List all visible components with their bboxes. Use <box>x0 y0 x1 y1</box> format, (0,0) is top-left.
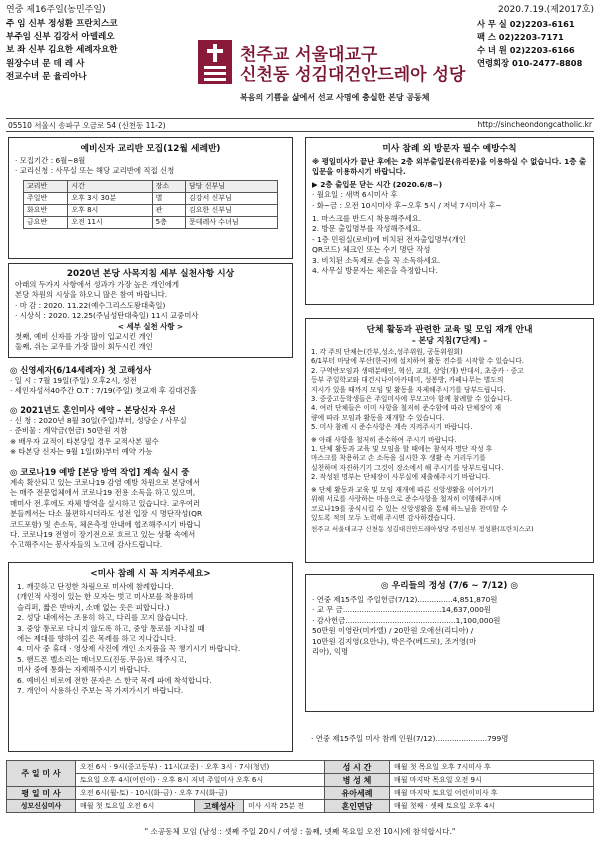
covid-line: 다. 코로나19 전염이 장기전으로 흐르고 있는 상황 속에서 <box>10 530 196 540</box>
offering-line: · 교 무 금..........................................14,637,000원 <box>312 605 491 615</box>
guide-line: 6/1부터 마당에 부산(한국)에 설치하여 활동 전수를 시작할 수 있습니다. <box>311 357 524 366</box>
marian-confess-cell <box>76 800 325 813</box>
covid-line: 코드포함) 및 손소독, 체온측정 안내에 협조해주시기 바랍니 <box>10 519 201 529</box>
marriage-label: 혼인면담 <box>325 800 390 813</box>
guide-extra: ※ 단체 활동과 교육 및 모임 재개에 따른 신앙생활을 이어가기 <box>311 485 494 494</box>
header-top <box>6 2 594 15</box>
visit-item: 1. 마스크를 반드시 착용해주세요. <box>312 214 422 224</box>
award-title: 2020년 본당 사목지침 세부 실천사항 시상 <box>66 269 235 279</box>
phone-line: 수 녀 원 02)2203-6166 <box>477 45 575 55</box>
covid-section <box>10 466 295 551</box>
covid-line: 매미사 전.후에도 자체 방역을 실시하고 있습니다. 교우여러 <box>10 498 201 508</box>
table-cell: 오후 8시 <box>68 204 152 216</box>
offering-line: · 연중 제15주일 주일헌금(7/12)...............4,851,870원 <box>312 595 498 604</box>
rule-line: 7. 개인이 사용하신 주보는 꼭 가져가시기 바랍니다. <box>17 686 184 696</box>
visit-item: QR코드) 체크인 또는 수기 명단 작성 <box>312 245 431 255</box>
table-row <box>7 761 594 774</box>
covid-title: ◎ 코로나19 예방 [본당 방역 작업] 계속 실시 중 <box>10 467 190 477</box>
infant-baptism-label: 유아세례 <box>325 787 390 800</box>
table-cell: 화요반 <box>24 204 68 216</box>
rule-line: 3. 중앙 통로로 다니지 않도록 하고, 중앙 통로를 지나칠 때 <box>17 623 205 633</box>
table-cell: 오후 3시 30분 <box>68 192 152 204</box>
anointing-value: 매월 마지막 목요일 오전 9시 <box>390 774 594 787</box>
website-link[interactable]: http://sincheondongcatholic.kr <box>477 120 592 129</box>
table-cell: 김요한 신부님 <box>186 204 278 216</box>
table-row <box>7 774 594 787</box>
rule-line: 슬리퍼, 짧은 반바지, 소매 없는 옷은 피합니다.) <box>17 602 170 612</box>
hours-title: ▶ 2층 출입문 닫는 시간 (2020.6/8~) <box>312 179 443 189</box>
rule-line: 6. 예비신 비로에 전한 문자은 스 한국 목례 파에 착석합니다. <box>17 675 212 685</box>
wedding-section <box>10 404 295 458</box>
phone-line: 연령회장 010-2477-8808 <box>477 58 583 68</box>
parish-title-line1: 천주교 서울대교구 <box>240 45 378 65</box>
marian-mass-label: 성모신심미사 <box>7 800 76 813</box>
guide-note: 1. 단체 활동과 교육 및 모임을 할 때에는 참석자 명단 작성 후 <box>311 445 493 454</box>
guide-note-title: ※ 아래 사항을 철저히 준수하여 주시기 바랍니다. <box>311 435 457 444</box>
offering-box <box>305 574 594 712</box>
rule-line: 5. 핸드폰 벨소리는 매너모드(진동.무음)로 해주시고, <box>17 654 187 664</box>
covid-line: 계속 확산되고 있는 코로나19 감염 예방 차원으로 본당에서 <box>10 478 201 487</box>
anointing-label: 병 성 체 <box>325 774 390 787</box>
table-cell: 별 <box>152 192 185 204</box>
wedding-line: · 준비물 : 계약금(현금) 50만원 지참 <box>10 426 128 436</box>
table-header: 장소 <box>152 180 185 192</box>
guide-line: 1. 각 주의 단체는(간부,성소,성주위원, 공동위원회) <box>311 348 463 356</box>
wedding-line: · 신 청 : 2020년 8월 30일(주일)부터, 성당순 / 사무실 <box>10 416 187 425</box>
award-item: 첫째, 예비 신자를 가장 많이 입교시킨 개인 <box>15 332 153 342</box>
guide-note: 마스크를 착용하고 손 소독을 실시한 후 생활 속 거리두기를 <box>311 454 486 463</box>
guide-sign: 천주교 서울대교구 신천동 성김대건안드레아성당 주임신부 정성환(프란치스코) <box>311 525 534 534</box>
wedding-line: ※ 타본당 신자는 9월 1일(화)부터 예약 가능 <box>10 447 153 457</box>
phone-line: 사 무 실 02)2203-6161 <box>477 19 575 29</box>
weekday-mass-label: 평 일 미 사 <box>7 787 76 800</box>
table-row <box>24 216 278 228</box>
guide-title: 단체 활동과 관련한 교육 및 모임 재개 안내 <box>366 325 533 335</box>
rule-line: 4. 미사 중 휴대 · 영상제 사진에 개인 소지품을 꼭 챙기시기 바랍니다. <box>17 644 241 654</box>
table-header: 교리반 <box>24 180 68 192</box>
confession-section <box>10 364 295 397</box>
offering-line: 50만원 이영란(미카엘) / 20만원 오애선(리디아) / <box>312 626 474 636</box>
wedding-title: ◎ 2021년도 혼인미사 예약 – 본당신자 우선 <box>10 405 176 415</box>
liturgical-date: 연중 제16주일(농민주일) <box>6 5 106 15</box>
recruit-line: · 교리신청 : 사무실 또는 해당 교리반에 직접 신청 <box>15 166 175 176</box>
weekday-mass-value: 오전 6시(월-토) · 10시(화-금) · 오후 7시(화-금) <box>76 787 325 800</box>
clergy-line: 전교수녀 문 율리아나 <box>6 71 87 82</box>
award-line: 아래의 두가지 사항에서 성과가 가장 높은 개인에게 <box>15 280 180 289</box>
attendance-line: · 연중 제15주일 미사 참례 인원(7/12)......................799명 <box>311 734 509 743</box>
sunday-mass-row2: 토요일 오후 4시(어린이) · 오후 8시 저녁 주일미사 오후 6시 <box>76 774 325 787</box>
table-cell: 5층 <box>152 216 185 228</box>
inner-table <box>76 800 324 812</box>
visit-title: 미사 참례 외 방문자 필수 예방수칙 <box>382 144 517 154</box>
table-row <box>24 192 278 204</box>
rule-line: 1. 깨끗하고 단정한 차림으로 미사에 참례합니다. <box>17 582 174 591</box>
mass-rules-title: <미사 참례 시 꼭 지켜주세요> <box>90 569 211 579</box>
offering-line: 리아), 익명 <box>312 647 349 657</box>
guide-note: 실천하며 자진하기기 그것이 장소에서 해 주시기를 당부드립니다. <box>311 463 504 472</box>
parish-title-line2: 신천동 성김대건안드레아 성당 <box>240 65 466 85</box>
covid-line: 는 매주 전문업체에서 코로나19 전용 소독을 하고 있으며, <box>10 488 196 498</box>
award-item: 둘째, 쉬는 교우를 가장 많이 회두시킨 개인 <box>15 342 153 352</box>
sunday-mass-label: 주 일 미 사 <box>7 761 76 787</box>
guide-line: 량에 따라 모임과 활동을 재개할 수 있습니다. <box>311 413 445 422</box>
visit-item: 4. 사무실 방문자는 체온을 측정합니다. <box>312 266 438 276</box>
hours-line: · 월요일 : 새벽 6시미사 후 <box>312 190 398 200</box>
visit-item: 2. 방문 출입명부를 작성해주세요. <box>312 224 422 234</box>
confession-title: ◎ 신영세자(6/14세례자) 첫 고해성사 <box>10 365 152 375</box>
visit-notice: ※ 평일미사가 끝난 후에는 2층 외부출입문(유리문)을 이용하실 수 없습니다. 1층 출입문을 이용하시기 바랍니다. <box>312 157 587 177</box>
recruit-box <box>8 137 293 259</box>
award-subtitle: < 세부 실천 사항 > <box>117 321 184 331</box>
table-cell: 금요반 <box>24 216 68 228</box>
church-logo-icon <box>198 40 232 84</box>
parish-slogan: 복음의 기쁨을 삶에서 선교 사명에 충실한 본당 공동체 <box>240 93 430 102</box>
address: 05510 서울시 송파구 오금로 54 (신천동 11-2) <box>8 121 166 130</box>
table-header: 담당 신부님 <box>186 180 278 192</box>
rule-line: 미사 중에 통화는 자제해주시기 바랍니다. <box>17 665 151 675</box>
mass-rules-box <box>8 562 293 752</box>
marian-mass-value: 매월 첫 토요일 오전 6시 <box>76 800 195 812</box>
guide-line: 지시가 있을 때까지 모임 및 활동을 자제해주시기를 당부드립니다. <box>311 385 506 394</box>
guide-line: 4. 여러 단체들은 이미 사항을 철저히 준수함에 따라 단체장이 재 <box>311 404 502 413</box>
sunday-mass-row1: 오전 6시 · 9시(중고등부) · 11시(교중) · 오후 3시 · 7시(청년) <box>76 761 325 774</box>
table-header-row <box>24 180 278 192</box>
guide-line: 등부 주일학교와 대건시나이아카데미, 성봉방, 카페나무는 별도의 <box>311 376 504 385</box>
table-cell: 문데레사 수녀님 <box>186 216 278 228</box>
recruit-line: · 모집기간 : 6월~8월 <box>15 156 86 165</box>
table-cell: 관 <box>152 204 185 216</box>
table-row <box>76 800 324 812</box>
award-line: 본당 차원의 시상을 하오니 많은 참여 바랍니다. <box>15 290 168 300</box>
guide-line: 5. 미사 참례 시 준수사항은 계속 지켜주시기 바랍니다. <box>311 423 473 432</box>
rule-line: 에는 제대를 향하여 깊은 목례를 하고 지나갑니다. <box>17 634 177 644</box>
table-cell: 주일반 <box>24 192 68 204</box>
confession-time-label: 성 시 간 <box>325 761 390 774</box>
award-line: · 시상식 : 2020. 12.25(주님성탄대축일) 11시 교중미사 <box>15 311 199 321</box>
table-cell: 김강서 신부님 <box>186 192 278 204</box>
issue-date: 2020.7.19.(제2017호) <box>498 5 594 15</box>
mass-schedule-table <box>6 760 594 813</box>
guide-note: 2. 작성된 명부는 단체장이 사무실에 제출해주시기 바랍니다. <box>311 473 491 482</box>
table-row <box>7 787 594 800</box>
award-box <box>8 263 293 358</box>
clergy-line: 보 좌 신부 김요한 세례자요한 <box>6 45 118 56</box>
contact-phones <box>477 18 597 70</box>
table-row <box>7 800 594 813</box>
address-bar <box>6 118 594 132</box>
visit-rules-box <box>305 137 594 305</box>
confession-time-value: 매월 첫 목요일 오후 7시미사 후 <box>390 761 594 774</box>
guide-subtitle: – 본당 지침(7단계) – <box>411 336 488 345</box>
rule-line: 2. 성당 내에서는 조용히 하고, 다리를 꼬지 않습니다. <box>17 613 188 623</box>
confession-line: · 세인자성서40주간 O.T : 7/19(주일) 첫교재 후 김대건홀 <box>10 386 197 396</box>
covid-line: 수고해주시는 봉사자들의 노고에 감사드립니다. <box>10 540 163 550</box>
confession-line: · 일 시 : 7월 19일(주일) 오후2시, 성전 <box>10 376 137 385</box>
offering-line: · 감사헌금...............................................1,100,000원 <box>312 615 501 625</box>
offering-title: ◎ 우리들의 정성 (7/6 ~ 7/12) ◎ <box>380 581 519 591</box>
small-community-note: " 소공동체 모임 (남성 : 셋째 주일 20시 / 여성 : 둘째, 넷째 목요일 오전 10시)에 참석합시다." <box>144 827 456 836</box>
visit-item: 3. 비치된 소독제로 손을 꼭 소독하세요. <box>312 255 441 265</box>
table-row <box>24 204 278 216</box>
phone-line: 팩 스 02)2203-7171 <box>477 32 564 42</box>
award-line: · 마 감 : 2020. 11.22(예수그리스도왕대축일) <box>15 300 166 310</box>
clergy-line: 부주임 신부 김강서 아델레오 <box>6 32 115 43</box>
guide-extra: 있도록 적의 모두 노력해 주시면 감사하겠습니다. <box>311 513 456 522</box>
guide-extra: 코로나19를 종식시킬 수 있는 신앙생활을 통해 하느님을 찬미할 수 <box>311 504 508 513</box>
clergy-list <box>6 18 196 84</box>
visit-item: - 1층 민원실(로비)에 비치된 전자출입명부(개인 <box>312 234 466 244</box>
group-guide-box <box>305 318 594 563</box>
class-table <box>23 180 278 229</box>
guide-line: 2. 구역반모임과 생태분배인, 혁신, 교회, 상앙(개) 반대서, 초중카 · 중고 <box>311 366 524 375</box>
rule-line: (개인적 사정이 있는 한 모자는 벗고 미사보를 착용하며 <box>17 592 194 602</box>
recruit-title: 예비신자 교리반 모집(12월 세례반) <box>80 144 221 154</box>
table-header: 시간 <box>68 180 152 192</box>
wedding-line: ※ 배우자 교적이 타본당일 경우 교적사본 필수 <box>10 436 159 446</box>
hours-line: · 화~금 : 오전 10시미사 후~오후 5시 / 저녁 7시미사 후~ <box>312 200 502 210</box>
confess-label: 고해성사 <box>195 800 244 812</box>
guide-line: 3. 중중고등학생들은 주일미사에 무모고아 함께 참례할 수 있습니다. <box>311 395 513 404</box>
covid-line: 분들께서는 다소 불편하시더라도 성전 입장 시 명단작성(QR <box>10 509 203 519</box>
clergy-line: 주 임 신부 정성환 프란치스코 <box>6 19 118 29</box>
offering-line: 10만원 김지영(요안나), 박은주(베드로), 조거영(마 <box>312 636 477 646</box>
table-cell: 오전 11시 <box>68 216 152 228</box>
clergy-line: 원장수녀 문 데 레 사 <box>6 58 85 69</box>
guide-extra: 위해 서로를 사랑하는 마음으로 준수사항을 철저히 이행해주시며 <box>311 495 502 504</box>
infant-baptism-value: 매월 마지막 토요일 어린이미사 후 <box>390 787 594 800</box>
confess-value: 미사 시작 25분 전 <box>248 802 305 810</box>
marriage-value: 매월 첫째 · 셋째 토요일 오후 4시 <box>390 800 594 813</box>
